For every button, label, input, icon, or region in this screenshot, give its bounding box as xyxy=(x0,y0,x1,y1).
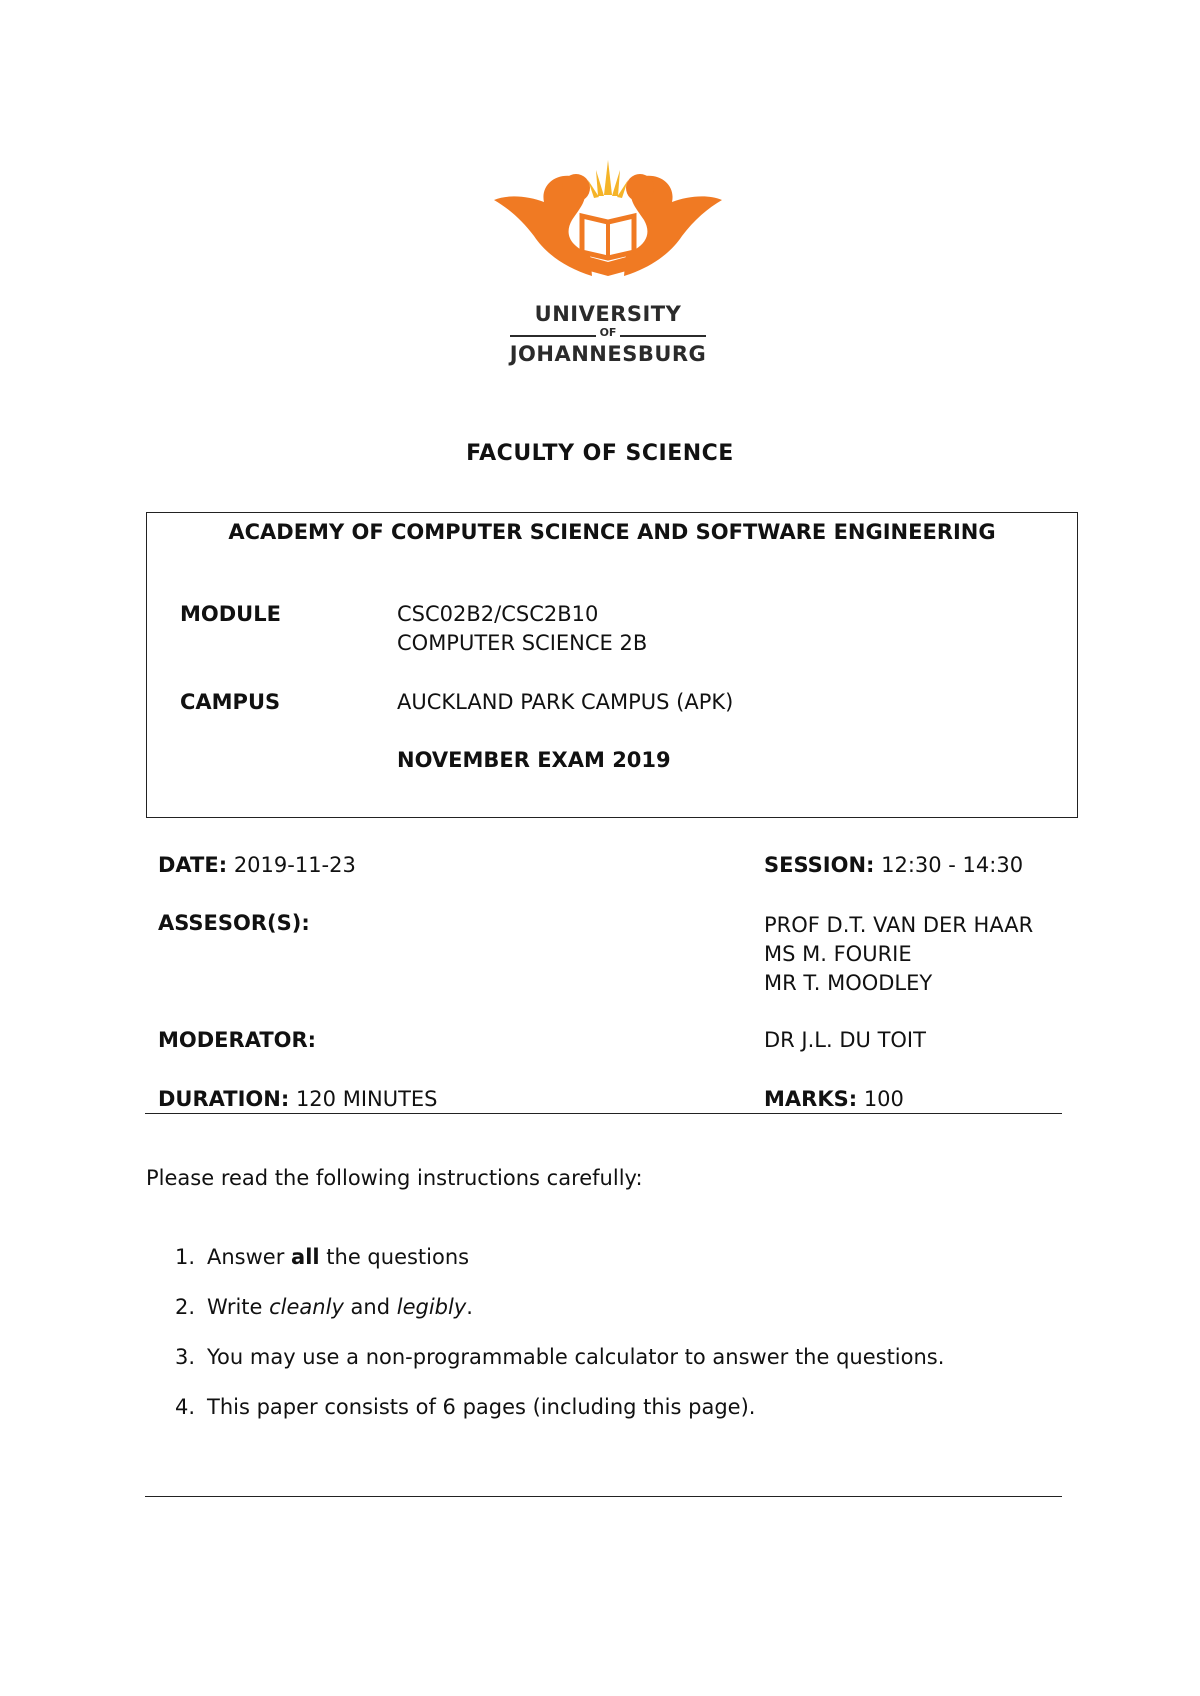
session-value: 12:30 - 14:30 xyxy=(881,853,1024,877)
instruction-number: 1. xyxy=(175,1245,196,1269)
assessor-1: PROF D.T. VAN DER HAAR xyxy=(764,913,1034,937)
instruction-emphasis: cleanly xyxy=(269,1295,344,1319)
session-row xyxy=(764,853,1023,877)
instruction-item xyxy=(175,1395,755,1419)
instruction-text: Answer xyxy=(207,1245,292,1269)
instruction-text: . xyxy=(466,1295,473,1319)
faculty-title: FACULTY OF SCIENCE xyxy=(466,441,734,466)
university-logo xyxy=(488,150,728,370)
academy-title: ACADEMY OF COMPUTER SCIENCE AND SOFTWARE ENGINEERING xyxy=(228,520,996,544)
logo-line-johannesburg: JOHANNESBURG xyxy=(509,342,707,366)
footer-divider xyxy=(145,1496,1062,1497)
date-row xyxy=(158,853,356,877)
session-label: SESSION: xyxy=(764,853,875,877)
instruction-emphasis: all xyxy=(291,1245,320,1269)
module-code: CSC02B2/CSC2B10 xyxy=(397,602,599,626)
instruction-emphasis: legibly xyxy=(396,1295,467,1319)
module-name: COMPUTER SCIENCE 2B xyxy=(397,631,648,655)
instruction-item xyxy=(175,1295,473,1319)
duration-value: 120 MINUTES xyxy=(295,1087,438,1111)
instruction-item xyxy=(175,1345,944,1369)
instruction-text: This paper consists of 6 pages (including this page). xyxy=(207,1395,756,1419)
marks-value: 100 xyxy=(863,1087,904,1111)
logo-line-of xyxy=(488,326,728,339)
instruction-number: 3. xyxy=(175,1345,196,1369)
instruction-text: You may use a non-programmable calculator to answer the questions. xyxy=(207,1345,945,1369)
campus-label: CAMPUS xyxy=(180,690,281,714)
assessors-label: ASSESOR(S): xyxy=(158,911,310,935)
marks-label: MARKS: xyxy=(764,1087,858,1111)
instruction-text: and xyxy=(343,1295,397,1319)
instruction-text: Write xyxy=(207,1295,270,1319)
logo-line-university: UNIVERSITY xyxy=(534,302,682,326)
moderator-label: MODERATOR: xyxy=(158,1028,317,1052)
campus-value: AUCKLAND PARK CAMPUS (APK) xyxy=(397,690,734,714)
date-value: 2019-11-23 xyxy=(233,853,356,877)
instruction-item xyxy=(175,1245,469,1269)
module-label: MODULE xyxy=(180,602,281,626)
logo-of-text: OF xyxy=(596,326,621,339)
marks-row xyxy=(764,1087,904,1111)
date-label: DATE: xyxy=(158,853,228,877)
instructions-intro: Please read the following instructions carefully: xyxy=(146,1166,643,1190)
duration-label: DURATION: xyxy=(158,1087,290,1111)
assessors-list xyxy=(764,911,1033,998)
assessor-3: MR T. MOODLEY xyxy=(764,971,933,995)
instruction-text: the questions xyxy=(319,1245,470,1269)
exam-title: NOVEMBER EXAM 2019 xyxy=(397,748,671,772)
assessor-2: MS M. FOURIE xyxy=(764,942,912,966)
instruction-number: 4. xyxy=(175,1395,196,1419)
moderator-value: DR J.L. DU TOIT xyxy=(764,1028,926,1052)
instruction-number: 2. xyxy=(175,1295,196,1319)
uj-crest-icon xyxy=(488,150,728,300)
module-info-box xyxy=(146,512,1078,818)
details-divider xyxy=(145,1113,1062,1114)
duration-row xyxy=(158,1087,438,1111)
